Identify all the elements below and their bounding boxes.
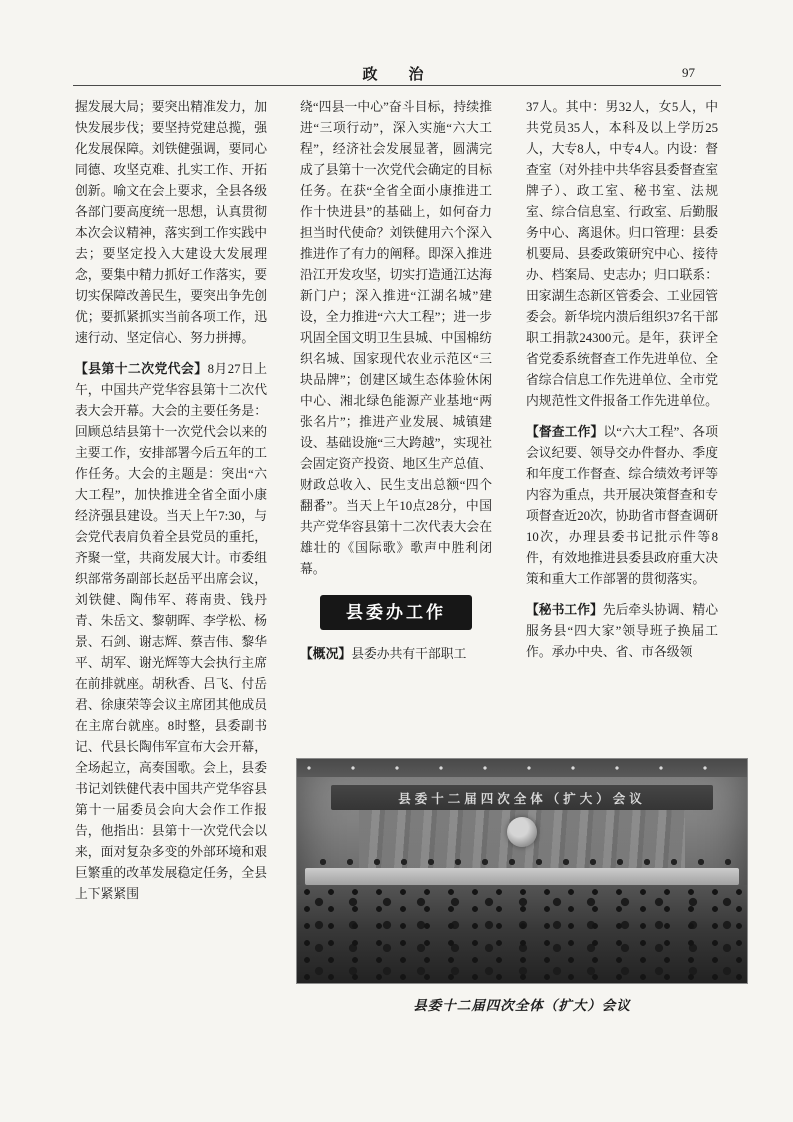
- entry-title: 【概况】: [300, 646, 352, 661]
- entry-text: 以“六大工程”、各项会议纪要、领导交办件督办、季度和年度工作督查、综合绩效考评等内容为重点，共开展决策督查和专项督查近20次，协助省市督查调研10次，办理县委书记批示件等8件，有效地推进县委县政府重大决策和重大工作部署的贯彻落实。: [526, 425, 718, 586]
- paragraph-continued: [300, 97, 492, 580]
- column-3: [526, 97, 718, 672]
- entry-text: 先后牵头协调、精心服务县“四大家”领导班子换届工作。承办中央、省、市各级领: [526, 603, 719, 659]
- photo-banner-text: 县委十二届四次全体（扩大）会议: [398, 791, 646, 806]
- conference-photo: [296, 758, 748, 984]
- photo-rostrum-table: [305, 868, 739, 885]
- photo-banner: [331, 785, 713, 810]
- entry-secretary-work: [526, 599, 718, 663]
- paragraph-continued: [75, 97, 267, 349]
- entry-title: 【县第十二次党代会】: [75, 361, 208, 376]
- paragraph-text: 握发展大局；要突出精准发力，加快发展步伐；要坚持党建总揽，强化发展保障。刘铁健强调，要同心同德、攻坚克难、扎实工作、开拓创新。喻文在会上要求，全县各级各部门要高度统一思想，认真贯彻本次会议精神，落实到工作实践中去；要坚定投入大建设大发展理念，要集中精力抓好工作落实，要切实保障改善民生，要突出争先创优；要抓紧抓实当前各项工作，迅速行动、坚定信心、努力拼搏。: [75, 100, 267, 345]
- entry-title: 【督查工作】: [526, 424, 604, 439]
- page-section-title: 政 治: [362, 67, 432, 83]
- entry-overview: [300, 643, 492, 665]
- section-header-county-office: 县委办工作: [320, 595, 472, 630]
- entry-supervision-work: [526, 421, 718, 590]
- photo-ceiling-lights: [297, 759, 747, 777]
- paragraph-text: 绕“四县一中心”奋斗目标，持续推进“三项行动”，深入实施“六大工程”，经济社会发展显著，圆满完成了县第十一次党代会确定的目标任务。在获“全省全面小康推进工作十快进县”的基础上，如何奋力担当时代使命？刘铁健用六个深入推进作了有力的阐释。即深入推进沿江开发攻坚，切实打造通江达海新门户；深入推进“江湖名城”建设，全力推进“六大工程”；进一步巩固全国文明卫生县城、中国棉纺织名城、国家现代农业示范区“三块品牌”；创建区域生态体验休闲中心、湘北绿色能源产业基地“两张名片”；推进产业发展、城镇建设、基础设施“三大跨越”，实现社会固定资产投资、地区生产总值、财政总收入、民生支出总额“四个翻番”。当天上午10点28分，中国共产党华容县第十二次代表大会在雄壮的《国际歌》歌声中胜利闭幕。: [300, 100, 492, 576]
- column-2: [300, 97, 492, 674]
- entry-text: 县委办共有干部职工: [351, 647, 467, 661]
- photo-caption: 县委十二届四次全体（扩大）会议: [413, 998, 631, 1013]
- photo-party-emblem: [507, 817, 537, 847]
- page-header: [73, 62, 721, 86]
- paragraph-continued: [526, 97, 718, 412]
- photo-audience: [297, 885, 747, 983]
- photo-rostrum-members: [311, 853, 733, 869]
- page-number: 97: [682, 65, 695, 80]
- entry-title: 【秘书工作】: [526, 602, 603, 617]
- paragraph-text: 37人。其中：男32人，女5人，中共党员35人，本科及以上学历25人，大专8人，中专4人。内设：督查室（对外挂中共华容县委督查室牌子）、政工室、秘书室、法规室、综合信息室、行政室、后勤服务中心、离退休。归口管理：县委机要局、县委政策研究中心、接待办、档案局、史志办；归口联系：田家湖生态新区管委会、工业园管委会。新华垸内溃后组织37名干部职工捐款24300元。是年，获评全省党委系统督查工作先进单位、全省综合信息工作先进单位、全市党内规范性文件报备工作先进单位。: [526, 100, 718, 408]
- entry-text: 8月27日上午，中国共产党华容县第十二次代表大会开幕。大会的主要任务是：回顾总结县第十一次党代会以来的主要工作，安排部署今后五年的工作任务。大会的主题是：突出“六大工程”，加快推进全省全面小康经济强县建设。当天上午7:30，与会党代表肩负着全县党员的重托，齐聚一堂，共商发展大计。市委组织部常务副部长赵岳平出席会议，刘铁健、陶伟军、蒋南贵、钱丹青、朱岳文、黎朝晖、李学松、杨景、石剑、谢志辉、蔡吉伟、黎华平、胡军、谢光辉等大会执行主席在前排就座。胡秋香、吕飞、付岳君、徐康荣等会议主席团其他成员在主席台就座。8时整，县委副书记、代县长陶伟军宣布大会开幕，全场起立，高奏国歌。会上，县委书记刘铁健代表中国共产党华容县第十一届委员会向大会作工作报告，他指出：县第十一次党代会以来，面对复杂多变的外部环境和艰巨繁重的改革发展稳定任务，全县上下紧紧围: [75, 362, 268, 901]
- column-1: [75, 97, 267, 914]
- entry-party-congress: [75, 358, 267, 905]
- news-photo-figure: [296, 758, 748, 1014]
